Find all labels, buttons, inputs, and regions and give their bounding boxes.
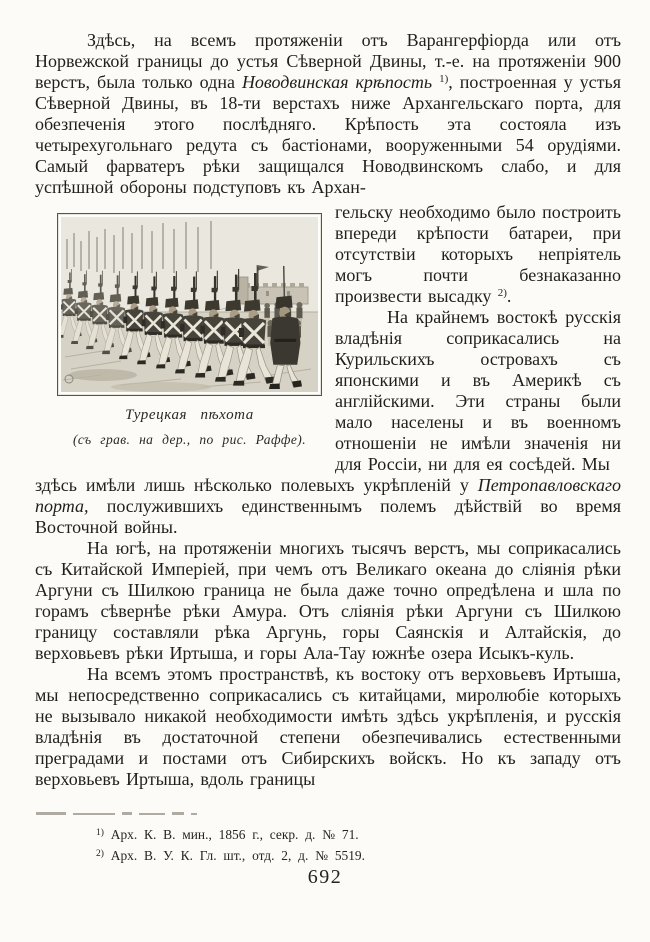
figure-and-column-row bbox=[35, 202, 621, 475]
turkish-infantry-engraving bbox=[57, 213, 322, 396]
paragraph-text: гельску необходимо было построить впереди крѣпости батареи, при отсутствіи которыхъ непріятель могъ почти безнаказанно произвести высадку bbox=[335, 202, 621, 306]
footnotes bbox=[96, 824, 576, 865]
paragraph-text: здѣсь имѣли лишь нѣсколько полевыхъ укрѣпленій у bbox=[35, 475, 478, 495]
footnote-ref-1: 1) bbox=[439, 73, 449, 85]
footnote-2-text: Арх. В. У. К. Гл. шт., отд. 2, д. № 5519. bbox=[110, 847, 365, 863]
paragraph-north-coast-continued bbox=[335, 202, 621, 307]
emphasis-petropavlovsk-port: Петропавловскаго порта, bbox=[35, 475, 621, 516]
paragraph-text: . bbox=[506, 286, 512, 306]
footnote-1-text: Арх. К. В. мин., 1856 г., секр. д. № 71. bbox=[110, 827, 359, 842]
figure-block bbox=[57, 213, 322, 450]
footnote-2-marker: 2) bbox=[96, 848, 104, 859]
paragraph-text: послужившихъ единственнымъ полемъ дѣйствій во время Восточной войны. bbox=[35, 496, 621, 537]
footnote-ref-2: 2) bbox=[497, 287, 507, 299]
emphasis-novodvinsk-fortress: Новодвинская крѣпость bbox=[241, 72, 440, 92]
figure-caption bbox=[57, 405, 322, 450]
paragraph-south-border: На югѣ, на протяженіи многихъ тысячъ верстъ, мы соприкасались съ Китайской Имперіей, при чемъ отъ Великаго океана до сліянія рѣки Аргуни съ Шилкою граница не была даже точно опредѣлена и шла по горамъ сѣвернѣе рѣки Амура. Отъ сліянія рѣки Аргуни съ Шилкою границу составляли рѣка Аргунь, горы Саянскія и Алтайскія, до верховьевъ рѣки Иртыша, и горы Ала-Тау южнѣе озера Исыкъ-куль. bbox=[35, 538, 621, 663]
paragraph-far-east-continued bbox=[35, 475, 621, 538]
paragraph-north-coast bbox=[35, 30, 621, 198]
footnote-1-marker: 1) bbox=[96, 828, 104, 838]
paragraph-text: , построенная у устья Сѣверной Двины, въ 18-ти верстахъ ниже Архангельскаго порта, для обезпеченія этого послѣдняго. Крѣпость эта состояла изъ четырехугольнаго редута съ бастіонами, вооруженными 54 орудіями. Самый фарватеръ рѣки защищался Новодвинскомъ слабо, и для успѣшной обороны подступовъ къ Архан- bbox=[35, 72, 621, 197]
figure-caption-title: Турецкая пѣхота bbox=[125, 407, 254, 423]
wrap-column bbox=[335, 202, 621, 475]
footnote-2 bbox=[96, 845, 576, 866]
print-smudge-separator bbox=[36, 812, 226, 815]
paragraph-text: Здѣсь, на всемъ протяженіи отъ Варангерфіорда или отъ Норвежской границы до устья Сѣверной Двины, т.-е. на протяженіи 900 верстъ, была только одна bbox=[35, 30, 621, 92]
footnote-1 bbox=[96, 824, 576, 845]
paragraph-siberian-border: На всемъ этомъ пространствѣ, къ востоку отъ верховьевъ Иртыша, мы непосредственно соприкасались съ китайцами, миролюбіе которыхъ не вызывало никакой необходимости имѣть здѣсь укрѣпленія, и русскія владѣнія въ достаточной степени обезпечивались естественными преградами и постами отъ Сибирскихъ войскъ. Но къ западу отъ верховьевъ Иртыша, вдоль границы bbox=[35, 664, 621, 789]
body-text bbox=[35, 30, 621, 790]
figure-caption-credit: (съ грав. на дер., по рис. Раффе). bbox=[73, 432, 306, 447]
engraving-illustration bbox=[61, 217, 318, 392]
page-number: 692 bbox=[307, 866, 343, 888]
paragraph-far-east: На крайнемъ востокѣ русскія владѣнія соприкасались на Курильскихъ островахъ съ японскими и въ Америкѣ съ англійскими. Эти страны были мало населены и въ военномъ отношеніи не имѣли значенія ни для Россіи, ни для ея сосѣдей. Мы bbox=[335, 307, 621, 474]
